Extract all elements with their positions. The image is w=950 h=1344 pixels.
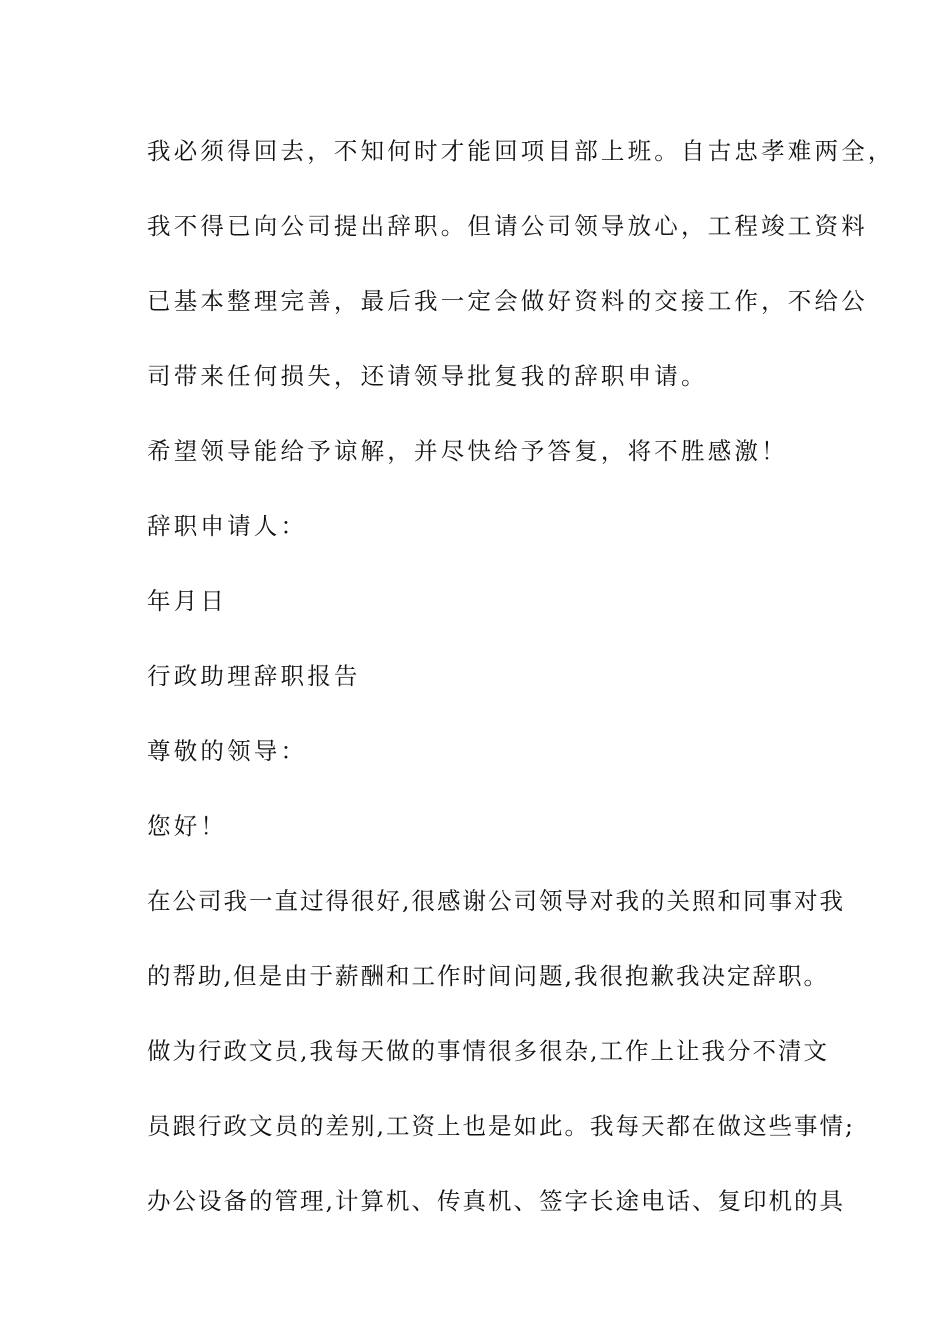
paragraph-line: 办公设备的管理,计算机、传真机、签字长途电话、复印机的具 <box>147 1187 845 1215</box>
paragraph-line: 的帮助,但是由于薪酬和工作时间问题,我很抱歉我决定辞职。 <box>147 962 829 990</box>
paragraph-line: 在公司我一直过得很好,很感谢公司领导对我的关照和同事对我 <box>147 887 845 915</box>
salutation: 尊敬的领导： <box>147 737 308 765</box>
date-label: 年月日 <box>147 587 228 615</box>
paragraph-line: 做为行政文员,我每天做的事情很多很杂,工作上让我分不清文 <box>147 1037 829 1065</box>
paragraph-line: 司带来任何损失，还请领导批复我的辞职申请。 <box>147 362 708 390</box>
greeting: 您好！ <box>147 812 228 840</box>
paragraph-line: 我必须得回去，不知何时才能回项目部上班。自古忠孝难两全， <box>147 137 895 165</box>
paragraph-line: 员跟行政文员的差别,工资上也是如此。我每天都在做这些事情; <box>147 1112 855 1140</box>
paragraph-line: 已基本整理完善，最后我一定会做好资料的交接工作，不给公 <box>147 287 868 315</box>
report-title: 行政助理辞职报告 <box>147 662 361 690</box>
paragraph-line: 希望领导能给予谅解，并尽快给予答复，将不胜感激！ <box>147 437 788 465</box>
paragraph-line: 我不得已向公司提出辞职。但请公司领导放心，工程竣工资料 <box>147 212 868 240</box>
signature-label: 辞职申请人： <box>147 512 308 540</box>
